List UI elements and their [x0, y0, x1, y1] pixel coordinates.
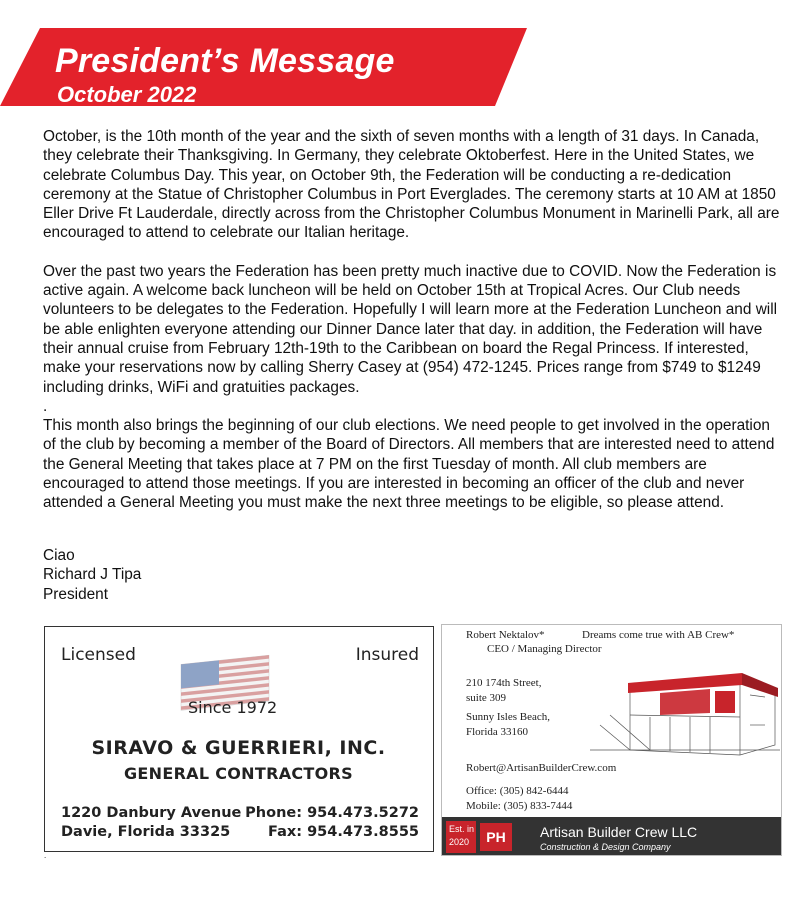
est-year: 2020 [449, 837, 470, 847]
artisan-builder-ad [441, 624, 782, 856]
contact-title: CEO / Managing Director [487, 643, 602, 655]
slogan: Dreams come true with AB Crew* [582, 629, 735, 641]
ph-logo-icon: PH [480, 823, 512, 851]
paragraph-2: Over the past two years the Federation has been pretty much inactive due to COVID. Now the Federation is active again. A welcome back luncheon will be held on October 15th at Tropical Acres. Our Club needs volunteers to be delegates to the Federation. Hopefully I will learn more at the Federation Luncheon and will be able enlighten everyone attending our Dinner Dance later that day. in addition, the Federation will have their annual cruise from February 12th-19th to the Caribbean on board the Regal Princess. If interested, make your reservations now by calling Sherry Casey at (954) 472-1245. Prices range from $749 to $1249 including drinks, WiFi and gratuities packages. [43, 262, 778, 396]
street-address: 210 174th Street, [466, 677, 542, 689]
mobile-phone: Mobile: (305) 833-7444 [466, 800, 573, 812]
office-phone: Office: (305) 842-6444 [466, 785, 569, 797]
artisan-company-subtitle: Construction & Design Company [540, 842, 671, 852]
licensed-label: Licensed [61, 645, 136, 665]
phone-number: Phone: 954.473.5272 [245, 805, 419, 821]
fax-number: Fax: 954.473.8555 [268, 824, 419, 840]
state-zip: Florida 33160 [466, 726, 529, 738]
signature-role: President [43, 585, 109, 603]
address-line-2: Davie, Florida 33325 [61, 824, 231, 840]
page-subtitle: October 2022 [57, 82, 197, 107]
page-title: President’s Message [55, 42, 395, 80]
artisan-company-name: Artisan Builder Crew LLC [540, 824, 698, 840]
paragraph-3: This month also brings the beginning of our club elections. We need people to get involved in the operation of the club by becoming a member of the Board of Directors. All members that are interested need to attend the General Meeting that takes place at 7 PM on the first Tuesday of month. All club members are encouraged to attend those meetings. If you are interested in becoming an officer of the club and never attended a General Meeting you must make the next three meetings to be eligible, so please attend. [43, 417, 775, 512]
email-address: Robert@ArtisanBuilderCrew.com [466, 762, 617, 774]
building-sketch-icon [590, 655, 780, 765]
stray-dot: . [44, 851, 47, 860]
est-label: Est. in [449, 824, 475, 834]
since-label: Since 1972 [188, 698, 278, 717]
company-tagline: GENERAL CONTRACTORS [123, 764, 353, 783]
address-line-1: 1220 Danbury Avenue [61, 805, 242, 821]
signature-closing: Ciao [43, 547, 75, 564]
suite: suite 309 [466, 692, 507, 704]
paragraph-separator: . [43, 397, 48, 415]
signature-block [43, 546, 141, 604]
message-body [43, 127, 783, 513]
paragraph-1: October, is the 10th month of the year and the sixth of seven months with a length of 31 days. In Canada, they celebrate their Thanksgiving. In Germany, they celebrate Oktoberfest. Here in the United States, we celebrate Columbus Day. This year, on October 9th, the Federation will be conducting a re-dedication ceremony at the Statue of Christopher Columbus in Port Everglades. The ceremony starts at 10 AM at 1850 Eller Drive Ft Lauderdale, directly across from the Christopher Columbus Monument in Marinelli Park, all are encouraged to attend to celebrate our Italian heritage. [43, 128, 780, 242]
signature-name: Richard J Tipa [43, 566, 142, 584]
contact-name: Robert Nektalov* [466, 629, 545, 641]
insured-label: Insured [355, 645, 419, 665]
siravo-guerrieri-ad [44, 626, 434, 852]
city: Sunny Isles Beach, [466, 711, 551, 723]
company-name: SIRAVO & GUERRIERI, INC. [91, 737, 386, 759]
